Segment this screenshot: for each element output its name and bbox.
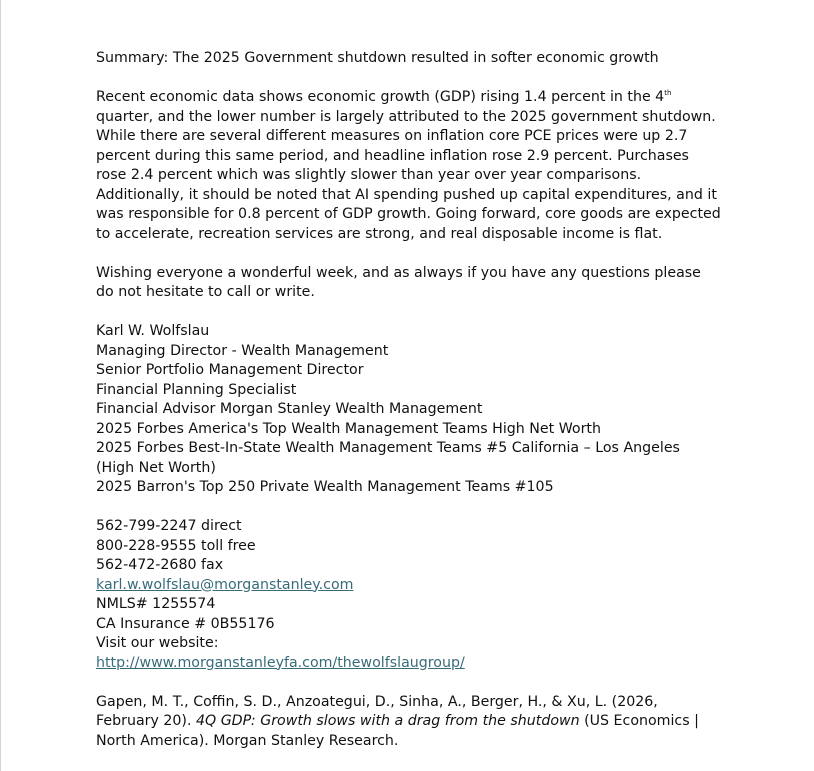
signature-title: 2025 Barron's Top 250 Private Wealth Management Teams #105 bbox=[96, 479, 554, 495]
economic-paragraph bbox=[96, 88, 722, 244]
phone-direct: 562-799-2247 direct bbox=[96, 518, 242, 534]
nmls-number: NMLS# 1255574 bbox=[96, 596, 216, 612]
signature-title: 2025 Forbes America's Top Wealth Management Teams High Net Worth bbox=[96, 420, 601, 437]
email-link[interactable]: karl.w.wolfslau@morganstanley.com bbox=[96, 576, 354, 593]
signature-name: Karl W. Wolfslau bbox=[96, 323, 210, 339]
website-label: Visit our website: bbox=[96, 635, 219, 651]
citation bbox=[96, 693, 722, 752]
signature-title: Managing Director - Wealth Management bbox=[96, 342, 389, 359]
paragraph-text-rest: quarter, and the lower number is largely attributed to the 2025 government shutdown. While there are several different measures on inflation core PCE prices were up 2.7 percent during this same period, and headline inflation rose 2.9 percent. Purchases rose 2.4 percent which was slightly slower than year over year comparisons. Additionally, it should be noted that AI spending pushed up capital expenditures, and it was responsible for 0.8 percent of GDP growth. Going forward, core goods are expected to accelerate, recreation services are strong, and real disposable income is flat. bbox=[96, 108, 721, 242]
phone-fax: 562-472-2680 fax bbox=[96, 557, 224, 573]
signature-title: Financial Planning Specialist bbox=[96, 381, 297, 398]
closing-paragraph: Wishing everyone a wonderful week, and as always if you have any questions please do not hesitate to call or write. bbox=[96, 264, 701, 300]
citation-title: 4Q GDP: Growth slows with a drag from the shutdown bbox=[195, 713, 580, 729]
citation-authors: Gapen, M. T., Coffin, S. D., Anzoategui, D., Sinha, A., Berger, H., & Xu, L. (2026, February 20). bbox=[96, 693, 658, 729]
ordinal-superscript: th bbox=[664, 89, 672, 97]
page-left-border bbox=[0, 0, 1, 771]
signature-title: Senior Portfolio Management Director bbox=[96, 362, 364, 378]
phone-toll-free: 800-228-9555 toll free bbox=[96, 537, 256, 554]
ca-insurance-number: CA Insurance # 0B55176 bbox=[96, 615, 275, 632]
citation-source: (US Economics | North America). Morgan Stanley Research. bbox=[96, 713, 699, 749]
signature-title: 2025 Forbes Best-In-State Wealth Management Teams #5 California – Los Angeles (High Net Worth) bbox=[96, 440, 680, 476]
paragraph-text-start: Recent economic data shows economic growth (GDP) rising 1.4 percent in the 4 bbox=[96, 89, 665, 105]
signature-title: Financial Advisor Morgan Stanley Wealth Management bbox=[96, 401, 483, 417]
summary-line: Summary: The 2025 Government shutdown resulted in softer economic growth bbox=[96, 50, 659, 66]
website-link[interactable]: http://www.morganstanleyfa.com/thewolfslaugroup/ bbox=[96, 654, 465, 671]
email-body bbox=[96, 49, 722, 751]
